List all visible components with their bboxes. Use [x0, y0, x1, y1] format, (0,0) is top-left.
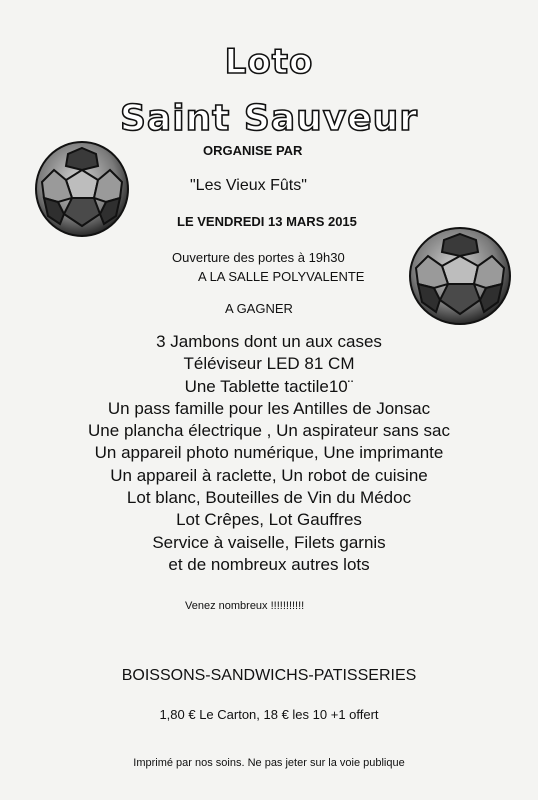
- prize-list: [0, 331, 538, 576]
- poster-title-saint-sauveur: Saint Sauveur: [119, 98, 419, 139]
- organiser-name: "Les Vieux Fûts": [190, 177, 307, 194]
- prize-item: Lot blanc, Bouteilles de Vin du Médoc: [126, 488, 412, 508]
- prize-item: 3 Jambons dont un aux cases: [156, 332, 382, 351]
- soccer-ball-icon: [34, 140, 130, 238]
- soccer-ball-icon: [408, 226, 512, 326]
- prize-item: et de nombreux autres lots: [168, 554, 370, 574]
- prize-item: Lot Crêpes, Lot Gauffres: [176, 510, 362, 530]
- prize-item: Téléviseur LED 81 CM: [183, 354, 355, 374]
- prize-item: Une plancha électrique , Un aspirateur sans sac: [88, 421, 450, 441]
- poster-title-loto: Loto: [224, 42, 314, 82]
- doors-open-time: Ouverture des portes à 19h30: [172, 250, 345, 265]
- to-win-label: A GAGNER: [225, 301, 293, 316]
- organised-by-label: ORGANISE PAR: [203, 143, 303, 158]
- prize-item: Service à vaiselle, Filets garnis: [152, 532, 386, 552]
- refreshments-text: BOISSONS-SANDWICHS-PATISSERIES: [121, 667, 417, 684]
- event-date: LE VENDREDI 13 MARS 2015: [177, 214, 357, 229]
- prize-item: Un appareil photo numérique, Une imprimante: [94, 443, 444, 463]
- footer-notice: Imprimé par nos soins. Ne pas jeter sur la voie publique: [133, 757, 405, 769]
- prize-item: Un pass famille pour les Antilles de Jonsac: [107, 398, 431, 418]
- pricing-text: 1,80 € Le Carton, 18 € les 10 +1 offert: [159, 707, 379, 722]
- prize-item: Un appareil à raclette, Un robot de cuisine: [110, 465, 428, 485]
- event-venue: A LA SALLE POLYVALENTE: [198, 269, 365, 284]
- prize-item: Une Tablette tactile10¨: [184, 376, 354, 396]
- invite-text: Venez nombreux !!!!!!!!!!!: [185, 600, 305, 612]
